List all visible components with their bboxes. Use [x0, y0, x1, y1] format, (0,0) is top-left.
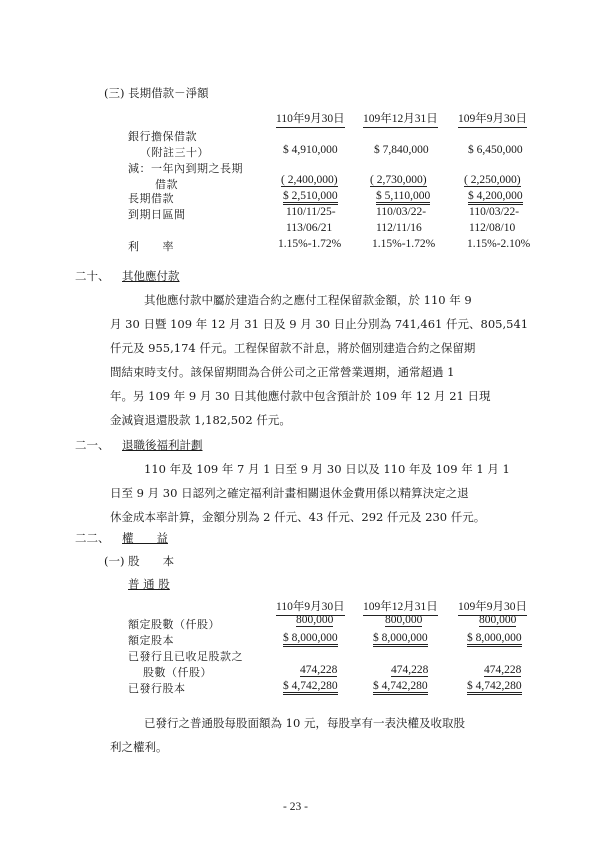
para-line: 間結束時支付。該保留期間為合併公司之正常營業週期，通常超過 1 [110, 365, 455, 379]
para-line: 金減資退還股款 1,182,502 仟元。 [110, 413, 291, 427]
row-label-note: （附註三十） [140, 146, 209, 159]
col-header-3: 109年9月30日 [458, 598, 527, 616]
row-label-bank-loans: 銀行擔保借款 [128, 130, 197, 143]
cell-auth-cap-1: $ 8,000,000 [283, 632, 338, 647]
section-title-equity: 權 益 [122, 531, 168, 545]
section-title-long-term-loans: (三) 長期借款－淨額 [104, 86, 209, 100]
para-line: 日至 9 月 30 日認列之確定福利計畫相關退休金費用係以精算決定之退 [110, 486, 469, 500]
paragraph-other-payables [110, 288, 546, 432]
cell-auth-shares-2: 800,000 [385, 614, 423, 626]
col-header-1: 110年9月30日 [276, 598, 345, 616]
cell-due-1a: 110/11/25- [286, 206, 336, 218]
cell-bank-2: $ 7,840,000 [374, 144, 429, 156]
section-num-20: 二十、 [75, 269, 110, 283]
cell-less-1: ( 2,400,000) [281, 174, 338, 186]
row-label-less-current: 減：一年內到期之長期 [128, 162, 243, 175]
section-title-other-payables: 其他應付款 [122, 269, 180, 283]
cell-auth-cap-2: $ 8,000,000 [373, 632, 428, 647]
col-header-3: 109年9月30日 [458, 110, 527, 128]
row-label-authorized-capital: 額定股本 [128, 634, 174, 647]
cell-rate-1: 1.15%-1.72% [278, 238, 342, 250]
cell-lt-3: $ 4,200,000 [468, 190, 523, 205]
para-line: 仟元及 955,174 仟元。工程保留款不計息，將於個別建造合約之保留期 [110, 341, 476, 355]
cell-issued-shares-2: 474,228 [391, 664, 429, 676]
cell-lt-2: $ 5,110,000 [376, 190, 430, 205]
row-label-long-term-loans: 長期借款 [128, 192, 174, 205]
row-label-issued-capital: 已發行股本 [128, 682, 186, 695]
cell-due-3b: 112/08/10 [469, 222, 516, 234]
cell-less-2: ( 2,730,000) [370, 174, 427, 186]
row-label-interest-rate: 利 率 [128, 240, 174, 253]
cell-issued-shares-3: 474,228 [484, 664, 522, 676]
para-line: 年。另 109 年 9 月 30 日其他應付款中包含預計於 109 年 12 月 21 日現 [110, 389, 491, 403]
cell-issued-shares-1: 474,228 [300, 664, 338, 676]
cell-due-3a: 110/03/22- [469, 206, 520, 218]
section-title-post-employment: 退職後福利計劃 [122, 438, 203, 452]
cell-issued-cap-2: $ 4,742,280 [373, 680, 428, 695]
paragraph-post-employment [110, 457, 546, 529]
cell-bank-3: $ 6,450,000 [468, 144, 523, 156]
cell-less-3: ( 2,250,000) [464, 174, 521, 186]
subsection-share-capital: (一) 股 本 [104, 554, 175, 568]
para-line: 利之權利。 [110, 740, 168, 754]
col-header-2: 109年12月31日 [363, 110, 438, 128]
page-number: - 23 - [283, 801, 308, 813]
row-label-authorized-shares: 額定股數（仟股） [128, 618, 220, 631]
paragraph-par-value [110, 711, 546, 759]
cell-due-2a: 110/03/22- [376, 206, 427, 218]
cell-auth-cap-3: $ 8,000,000 [467, 632, 522, 647]
cell-auth-shares-3: 800,000 [479, 614, 517, 626]
para-line: 已發行之普通股每股面額為 10 元，每股享有一表決權及收取股 [144, 716, 465, 730]
cell-due-2b: 112/11/16 [376, 222, 422, 234]
cell-lt-1: $ 2,510,000 [283, 190, 338, 205]
cell-auth-shares-1: 800,000 [296, 614, 334, 626]
cell-issued-cap-1: $ 4,742,280 [283, 680, 338, 695]
col-header-2: 109年12月31日 [363, 598, 438, 616]
section-num-21: 二一、 [75, 438, 110, 452]
para-line: 110 年及 109 年 7 月 1 日至 9 月 30 日以及 110 年及 109 年 1 月 1 [144, 462, 510, 476]
row-label-issued-fully-paid: 已發行且已收足股款之 [128, 650, 243, 663]
col-header-1: 110年9月30日 [276, 110, 345, 128]
para-line: 月 30 日暨 109 年 12 月 31 日及 9 月 30 日止分別為 741,461 仟元、805,541 [110, 317, 529, 331]
cell-issued-cap-3: $ 4,742,280 [467, 680, 522, 695]
para-line: 其他應付款中屬於建造合約之應付工程保留款金額，於 110 年 9 [144, 293, 472, 307]
row-label-maturity: 到期日區間 [128, 208, 186, 221]
row-label-issued-shares: 股數（仟股） [143, 666, 212, 679]
cell-rate-2: 1.15%-1.72% [372, 238, 436, 250]
subsection-ordinary-shares: 普 通 股 [128, 577, 170, 591]
row-label-borrowings: 借款 [155, 178, 178, 191]
cell-rate-3: 1.15%-2.10% [467, 238, 531, 250]
section-num-22: 二二、 [75, 531, 110, 545]
para-line: 休金成本率計算，金額分別為 2 仟元、43 仟元、292 仟元及 230 仟元。 [110, 510, 486, 524]
cell-bank-1: $ 4,910,000 [283, 144, 338, 156]
cell-due-1b: 113/06/21 [286, 222, 333, 234]
